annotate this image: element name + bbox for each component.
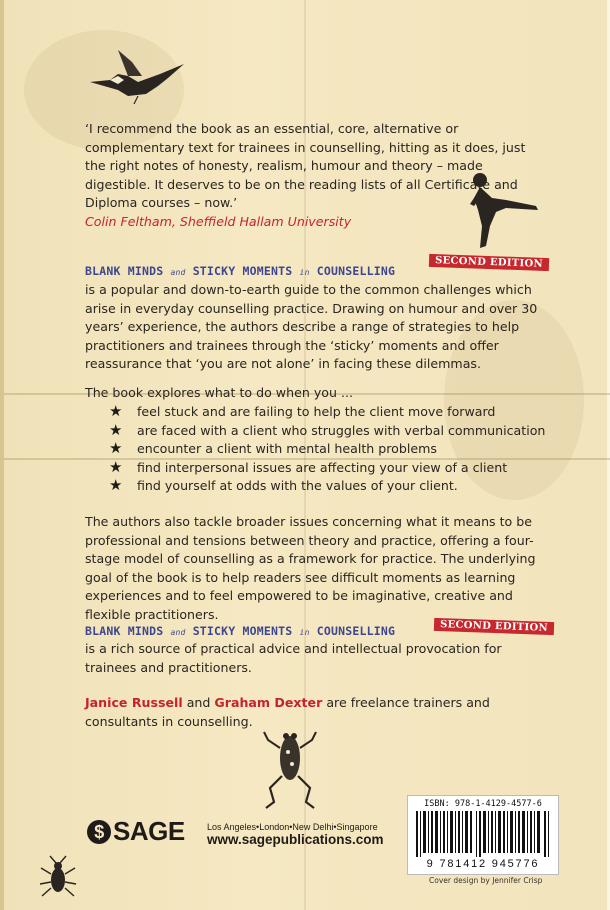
list-item — [109, 422, 545, 441]
summary-paragraph: is a rich source of practical advice and intellectual provocation for trainees and practitioners. — [85, 641, 502, 675]
sage-logo — [87, 816, 185, 847]
star-bullet-icon: ★ — [109, 402, 123, 420]
publisher-info — [207, 822, 384, 847]
list-item — [109, 403, 545, 422]
list-intro: The book explores what to do when you ... — [85, 385, 353, 400]
title-connector: and — [170, 268, 186, 277]
quote-text: ‘I recommend the book as an essential, core, alternative or complementary text for trainees in counselling, hitting as it does, just the right notes of honesty, realism, humour and theory – made digestible. It deserves to be on the reading lists of all Certificate and Diploma courses – now.’ — [85, 121, 526, 210]
authors-connector: and — [182, 695, 215, 710]
authors-bio: are freelance trainers and consultants in counselling. — [85, 695, 490, 729]
frog-icon — [262, 722, 318, 810]
quote-attribution: Colin Feltham, Sheffield Hallam University — [85, 213, 352, 229]
book-title-repeat — [85, 624, 395, 638]
sage-logo-text: SAGE — [113, 816, 185, 846]
cover-design-credit: Cover design by Jennifer Crisp — [429, 876, 543, 885]
edition-badge: SECOND EDITION — [429, 254, 549, 271]
list-item-text: encounter a client with mental health problems — [137, 441, 437, 457]
title-connector: in — [299, 628, 310, 637]
list-item — [109, 440, 545, 459]
isbn-label: ISBN: 978-1-4129-4577-6 — [424, 799, 542, 809]
title-connector: in — [299, 268, 310, 277]
barcode-digits: 9 781412 945776 — [426, 858, 540, 870]
beetle-icon — [38, 854, 78, 900]
author-name: Janice Russell — [85, 695, 183, 710]
star-bullet-icon: ★ — [109, 420, 123, 439]
title-part: COUNSELLING — [316, 264, 396, 278]
sage-logo-icon: $ — [87, 820, 111, 844]
title-part: STICKY MOMENTS — [192, 264, 293, 278]
list-item-text: find interpersonal issues are affecting your view of a client — [137, 459, 508, 475]
publisher-cities: Los Angeles•London•New Delhi•Singapore — [207, 822, 378, 832]
author-name: Graham Dexter — [214, 695, 323, 710]
description-paragraph: is a popular and down-to-earth guide to the common challenges which arise in everyday counselling practice. Drawing on humour and over 30 years’ experience, the authors describe a range of strategies to help practitioners and trainees through the ‘sticky’ moments and offer reassurance that ‘you are not alone’ in facing these dilemmas. — [85, 282, 538, 371]
bird-icon — [88, 46, 188, 106]
barcode-bars — [416, 811, 550, 857]
title-part: BLANK MINDS — [85, 624, 164, 638]
review-quote — [85, 120, 545, 231]
star-bullet-icon: ★ — [109, 439, 123, 458]
star-bullet-icon: ★ — [109, 457, 123, 476]
title-connector: and — [170, 628, 186, 637]
list-item-text: find yourself at odds with the values of your client. — [137, 478, 458, 494]
barcode — [407, 795, 559, 875]
list-item-text: feel stuck and are failing to help the client move forward — [137, 404, 496, 419]
star-bullet-icon: ★ — [109, 476, 123, 495]
list-item-text: are faced with a client who struggles with verbal communication — [137, 422, 546, 438]
title-part: BLANK MINDS — [85, 264, 164, 278]
list-item — [109, 477, 545, 496]
broader-issues-paragraph: The authors also tackle broader issues concerning what it means to be professional and tensions between theory and practice, offering a four-stage model of counselling as a framework for practice. The underlying goal of the book is to help readers see difficult moments as learning experiences and to feel empowered to be imaginative, creative and flexible practitioners. — [85, 514, 536, 622]
title-part: STICKY MOMENTS — [192, 624, 293, 638]
title-part: COUNSELLING — [316, 624, 396, 638]
book-title — [85, 264, 395, 278]
publisher-url: www.sagepublications.com — [207, 832, 384, 847]
edition-badge: SECOND EDITION — [434, 618, 554, 635]
topics-list — [109, 403, 545, 496]
list-item — [109, 459, 545, 478]
